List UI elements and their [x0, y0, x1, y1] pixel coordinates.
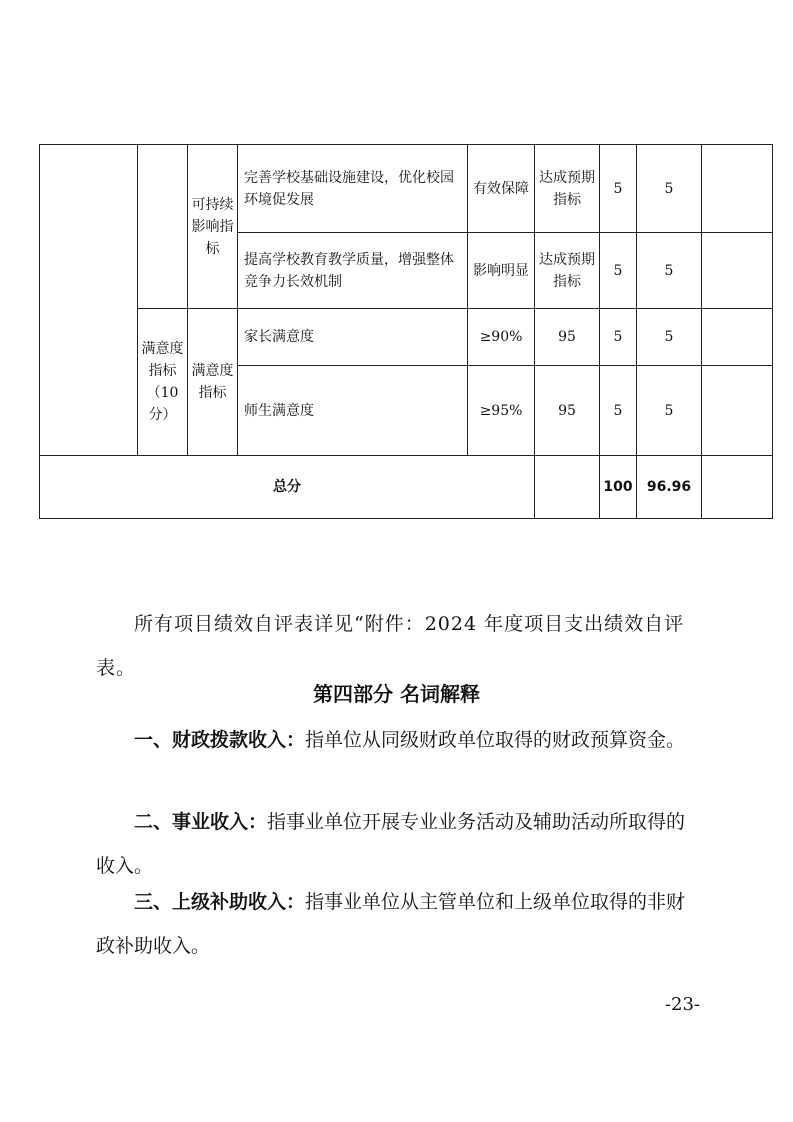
table-row	[40, 145, 773, 233]
remark-cell	[702, 233, 773, 309]
term-title: 三、上级补助收入：	[134, 891, 306, 913]
remark-cell	[702, 456, 773, 519]
satisfaction-level1-label: 满意度指标（10分）	[138, 309, 188, 456]
remark-cell	[702, 145, 773, 233]
total-label: 总分	[40, 456, 535, 519]
weight-value: 5	[600, 309, 637, 366]
term-definition: 指单位从同级财政单位取得的财政预算资金。	[305, 729, 686, 751]
total-score: 96.96	[637, 456, 702, 519]
indicator-content: 提高学校教育教学质量，增强整体竞争力长效机制	[238, 233, 468, 309]
weight-value: 5	[600, 233, 637, 309]
score-value: 5	[637, 309, 702, 366]
indicator-value: ≥95%	[468, 366, 535, 456]
weight-value: 5	[600, 145, 637, 233]
section-heading: 第四部分 名词解释	[313, 682, 480, 706]
term-title: 二、事业收入：	[134, 811, 268, 833]
actual-value: 95	[535, 366, 600, 456]
performance-table	[39, 144, 773, 519]
remark-cell	[702, 309, 773, 366]
term-title: 一、财政拨款收入：	[134, 729, 306, 751]
blank-cell	[40, 145, 138, 456]
appendix-paragraph: 所有项目绩效自评表详见“附件：2024 年度项目支出绩效自评表。	[96, 613, 685, 679]
table-row	[40, 309, 773, 366]
indicator-value: ≥90%	[468, 309, 535, 366]
weight-value: 5	[600, 366, 637, 456]
indicator-content: 完善学校基础设施建设，优化校园环境促发展	[238, 145, 468, 233]
term-business-income	[96, 800, 696, 888]
score-value: 5	[637, 233, 702, 309]
sustainable-impact-label: 可持续影响指标	[188, 145, 238, 309]
score-value: 5	[637, 145, 702, 233]
blank-cell	[535, 456, 600, 519]
actual-value: 达成预期指标	[535, 145, 600, 233]
actual-value: 达成预期指标	[535, 233, 600, 309]
total-weight: 100	[600, 456, 637, 519]
score-value: 5	[637, 366, 702, 456]
page-number: -23-	[664, 994, 700, 1015]
term-definition: 指事业单位开展专业业务活动及辅助活动所取得的收入。	[96, 811, 686, 877]
indicator-content: 家长满意度	[238, 309, 468, 366]
actual-value: 95	[535, 309, 600, 366]
total-row	[40, 456, 773, 519]
remark-cell	[702, 366, 773, 456]
indicator-value: 影响明显	[468, 233, 535, 309]
indicator-value: 有效保障	[468, 145, 535, 233]
blank-cell	[138, 145, 188, 309]
indicator-content: 师生满意度	[238, 366, 468, 456]
term-definition: 指事业单位从主管单位和上级单位取得的非财政补助收入。	[96, 891, 686, 957]
term-superior-subsidy	[96, 880, 696, 968]
satisfaction-level2-label: 满意度指标	[188, 309, 238, 456]
term-financial-appropriation	[96, 718, 696, 762]
